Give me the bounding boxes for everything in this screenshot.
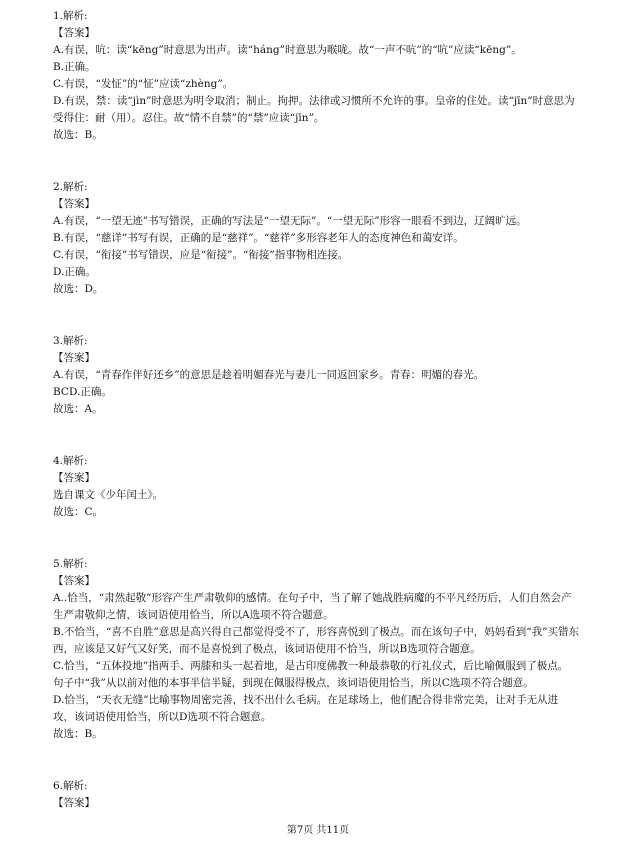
q3-header: 3.解析: (53, 335, 88, 347)
q4-conclusion: 故选：C。 (53, 506, 104, 518)
q6-header: 6.解析: (53, 780, 88, 792)
q2-line: A.有误，“一望无迹”书写错误，正确的写法是“一望无际”。“一望无际”形容一眼看不到边，辽阔旷远。 (53, 215, 527, 227)
q2-line: B.有误，“慈详”书写有误，正确的是“慈祥”。“慈祥”多形容老年人的态度神色和蔼安详。 (53, 232, 464, 244)
q2-conclusion: 故选：D。 (53, 283, 104, 295)
q4-line: 选自课文《少年闰土》。 (53, 489, 164, 501)
q5-line: 句子中“我”从以前对他的本事半信半疑，到现在佩服得极点，该词语使用恰当，所以C选项不符合题意。 (53, 677, 534, 689)
q4-header: 4.解析: (53, 455, 88, 467)
q5-header: 5.解析: (53, 558, 88, 570)
q1-line: 受得住：耐（用）。忍住。故“情不自禁”的“禁”应读“jīn”。 (53, 112, 325, 124)
q5-line: 攻，该词语使用恰当，所以D选项不符合题意。 (53, 711, 272, 723)
q2-answer-label: 【答案】 (53, 198, 95, 210)
q5-line: C.恰当，“五体投地”指两手、两膝和头一起着地，是古印度佛教一种最恭敬的行礼仪式，后比喻佩服到了极点。 (53, 660, 569, 672)
q2-line: D.正确。 (53, 266, 96, 278)
q1-line: C.有误，“发怔”的“怔”应读“zhèng”。 (53, 78, 234, 90)
q5-conclusion: 故选：B。 (53, 728, 103, 740)
page-footer: 第7页 共11页 (286, 825, 350, 836)
q4-answer-label: 【答案】 (53, 472, 95, 484)
q6-answer-label: 【答案】 (53, 797, 95, 809)
q5-line: D.恰当，“天衣无缝”比喻事物周密完善，找不出什么毛病。在足球场上，他们配合得非常完美，让对手无从进 (53, 694, 559, 706)
q1-line: A.有误，吭：读“kēng”时意思为出声。读“háng”时意思为喉咙。故“一声不吭”的“吭”应读“kēng”。 (53, 44, 522, 56)
q2-line: C.有误，“衔接”书写错误，应是“衔接”。“衔接”指事物相连接。 (53, 249, 349, 261)
q5-line: B.不恰当，“喜不自胜”意思是高兴得自己都觉得受不了，形容喜悦到了极点。而在该句子中，妈妈看到“我”买错东 (53, 626, 580, 638)
q1-answer-label: 【答案】 (53, 27, 95, 39)
q5-line: A..恰当，“肃然起敬”形容产生严肃敬仰的感情。在句子中，当了解了她战胜病魔的不平凡经历后，人们自然会产 (53, 592, 572, 604)
q5-line: 生严肃敬仰之情，该词语使用恰当，所以A选项不符合题意。 (53, 609, 334, 621)
q3-answer-label: 【答案】 (53, 352, 95, 364)
q1-line: B.正确。 (53, 61, 96, 73)
q5-answer-label: 【答案】 (53, 575, 95, 587)
q1-header: 1.解析: (53, 10, 88, 22)
q2-header: 2.解析: (53, 181, 88, 193)
q1-conclusion: 故选：B。 (53, 129, 103, 141)
q1-line: D.有误，禁：读“jìn”时意思为明令取消；制止。拘押。法律或习惯所不允许的事。皇帝的住处。读“jīn”时意思为 (53, 95, 575, 107)
q5-line: 西，应该是又好气又好笑，而不是喜悦到了极点，该词语使用不恰当，所以B选项符合题意。 (53, 643, 481, 655)
q3-conclusion: 故选：A。 (53, 403, 103, 415)
q3-line: BCD.正确。 (53, 386, 112, 398)
q3-line: A.有误，“青春作伴好还乡”的意思是趁着明媚春光与妻儿一同返回家乡。青春：明媚的春光。 (53, 369, 485, 381)
